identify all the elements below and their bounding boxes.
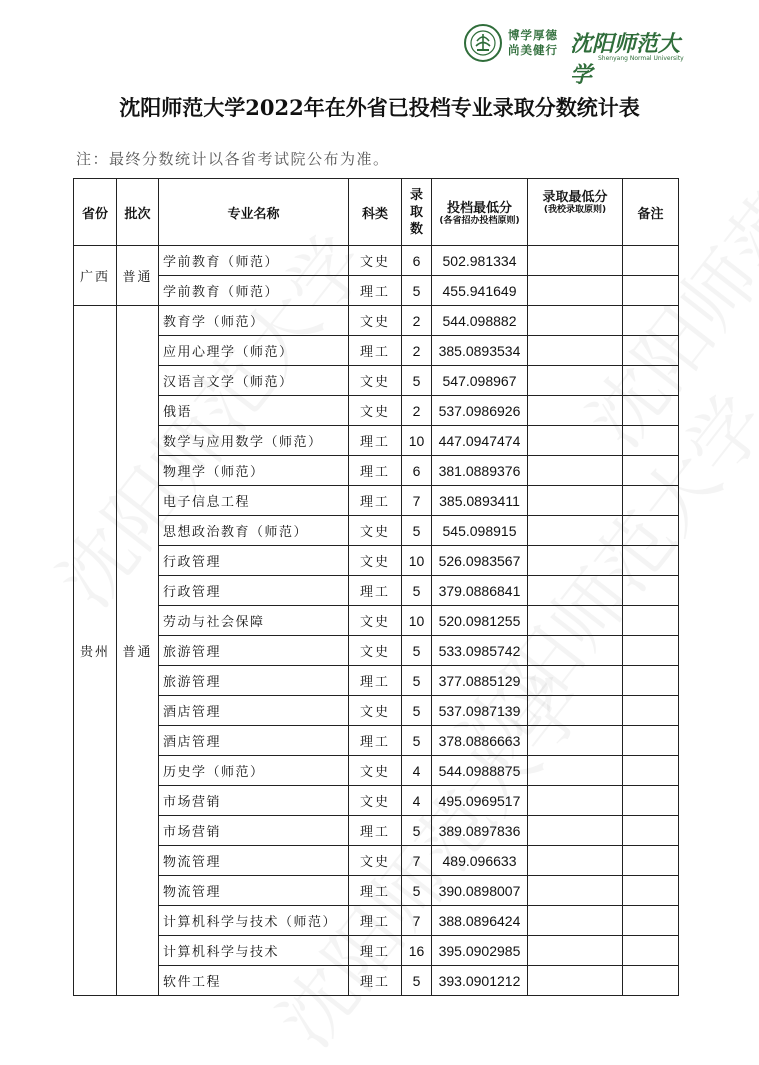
remark-cell xyxy=(623,816,679,846)
major-cell: 物理学（师范） xyxy=(159,456,349,486)
subject-cell: 文史 xyxy=(349,396,402,426)
school-min-cell xyxy=(528,876,623,906)
remark-cell xyxy=(623,606,679,636)
school-min-cell xyxy=(528,756,623,786)
school-min-cell xyxy=(528,666,623,696)
remark-cell xyxy=(623,966,679,996)
subject-cell: 理工 xyxy=(349,876,402,906)
remark-cell xyxy=(623,876,679,906)
count-cell: 5 xyxy=(402,666,432,696)
min-score-cell: 547.098967 xyxy=(432,366,528,396)
table-row xyxy=(74,396,679,426)
major-cell: 电子信息工程 xyxy=(159,486,349,516)
major-cell: 教育学（师范） xyxy=(159,306,349,336)
table-row xyxy=(74,426,679,456)
remark-cell xyxy=(623,246,679,276)
count-cell: 7 xyxy=(402,486,432,516)
subject-cell: 文史 xyxy=(349,756,402,786)
min-score-cell: 385.0893534 xyxy=(432,336,528,366)
remark-cell xyxy=(623,906,679,936)
table-body xyxy=(74,246,679,996)
province-cell: 广西 xyxy=(74,246,117,306)
header-remark: 备注 xyxy=(623,179,679,246)
count-cell: 5 xyxy=(402,726,432,756)
major-cell: 软件工程 xyxy=(159,966,349,996)
subject-cell: 文史 xyxy=(349,246,402,276)
table-row xyxy=(74,936,679,966)
university-name: 沈阳师范大学 xyxy=(570,31,681,88)
header-min-score xyxy=(432,179,528,246)
subject-cell: 文史 xyxy=(349,696,402,726)
subject-cell: 文史 xyxy=(349,636,402,666)
major-cell: 行政管理 xyxy=(159,546,349,576)
header-subject: 科类 xyxy=(349,179,402,246)
admission-score-table xyxy=(73,178,679,996)
major-cell: 旅游管理 xyxy=(159,666,349,696)
count-cell: 2 xyxy=(402,396,432,426)
count-cell: 5 xyxy=(402,516,432,546)
major-cell: 数学与应用数学（师范） xyxy=(159,426,349,456)
header-school-min xyxy=(528,179,623,246)
min-score-cell: 393.0901212 xyxy=(432,966,528,996)
count-cell: 5 xyxy=(402,276,432,306)
subject-cell: 理工 xyxy=(349,276,402,306)
min-score-cell: 537.0987139 xyxy=(432,696,528,726)
table-row xyxy=(74,546,679,576)
table-row xyxy=(74,576,679,606)
subject-cell: 文史 xyxy=(349,546,402,576)
school-min-cell xyxy=(528,786,623,816)
school-min-cell xyxy=(528,906,623,936)
table-row xyxy=(74,456,679,486)
min-score-cell: 537.0986926 xyxy=(432,396,528,426)
min-score-cell: 495.0969517 xyxy=(432,786,528,816)
remark-cell xyxy=(623,936,679,966)
school-min-cell xyxy=(528,426,623,456)
major-cell: 学前教育（师范） xyxy=(159,246,349,276)
header-batch: 批次 xyxy=(117,179,159,246)
min-score-cell: 526.0983567 xyxy=(432,546,528,576)
subject-cell: 理工 xyxy=(349,966,402,996)
subject-cell: 文史 xyxy=(349,846,402,876)
min-score-cell: 379.0886841 xyxy=(432,576,528,606)
count-cell: 7 xyxy=(402,846,432,876)
table-row xyxy=(74,516,679,546)
subject-cell: 理工 xyxy=(349,486,402,516)
subject-cell: 理工 xyxy=(349,456,402,486)
school-min-cell xyxy=(528,336,623,366)
major-cell: 历史学（师范） xyxy=(159,756,349,786)
min-score-cell: 381.0889376 xyxy=(432,456,528,486)
university-seal-icon xyxy=(464,24,502,62)
header-major: 专业名称 xyxy=(159,179,349,246)
school-min-cell xyxy=(528,396,623,426)
min-score-cell: 378.0886663 xyxy=(432,726,528,756)
min-score-cell: 388.0896424 xyxy=(432,906,528,936)
subject-cell: 理工 xyxy=(349,726,402,756)
subject-cell: 理工 xyxy=(349,666,402,696)
subject-cell: 文史 xyxy=(349,606,402,636)
major-cell: 学前教育（师范） xyxy=(159,276,349,306)
subject-cell: 理工 xyxy=(349,576,402,606)
subject-cell: 理工 xyxy=(349,816,402,846)
subject-cell: 文史 xyxy=(349,306,402,336)
subject-cell: 文史 xyxy=(349,366,402,396)
table-row xyxy=(74,966,679,996)
remark-cell xyxy=(623,846,679,876)
subject-cell: 文史 xyxy=(349,786,402,816)
count-cell: 6 xyxy=(402,246,432,276)
count-cell: 10 xyxy=(402,546,432,576)
remark-cell xyxy=(623,696,679,726)
count-cell: 2 xyxy=(402,306,432,336)
min-score-cell: 533.0985742 xyxy=(432,636,528,666)
school-min-cell xyxy=(528,606,623,636)
remark-cell xyxy=(623,396,679,426)
province-cell: 贵州 xyxy=(74,306,117,996)
remark-cell xyxy=(623,756,679,786)
major-cell: 行政管理 xyxy=(159,576,349,606)
min-score-cell: 390.0898007 xyxy=(432,876,528,906)
remark-cell xyxy=(623,516,679,546)
min-score-cell: 545.098915 xyxy=(432,516,528,546)
min-score-cell: 489.096633 xyxy=(432,846,528,876)
remark-cell xyxy=(623,336,679,366)
table-row xyxy=(74,756,679,786)
note-text: 注：最终分数统计以各省考试院公布为准。 xyxy=(76,150,390,168)
table-row xyxy=(74,486,679,516)
table-row xyxy=(74,876,679,906)
count-cell: 5 xyxy=(402,576,432,606)
major-cell: 市场营销 xyxy=(159,786,349,816)
header-count-text: 录取数 xyxy=(409,187,423,237)
university-english-name: Shenyang Normal University xyxy=(598,55,684,62)
min-score-cell: 395.0902985 xyxy=(432,936,528,966)
school-min-cell xyxy=(528,636,623,666)
count-cell: 10 xyxy=(402,426,432,456)
remark-cell xyxy=(623,306,679,336)
school-min-cell xyxy=(528,456,623,486)
school-min-cell xyxy=(528,576,623,606)
count-cell: 5 xyxy=(402,366,432,396)
major-cell: 物流管理 xyxy=(159,876,349,906)
school-min-cell xyxy=(528,936,623,966)
table-row xyxy=(74,276,679,306)
min-score-cell: 455.941649 xyxy=(432,276,528,306)
min-score-cell: 544.0988875 xyxy=(432,756,528,786)
count-cell: 4 xyxy=(402,756,432,786)
major-cell: 思想政治教育（师范） xyxy=(159,516,349,546)
count-cell: 5 xyxy=(402,816,432,846)
header-school-min-sub: (我校录取原则) xyxy=(543,205,607,215)
school-min-cell xyxy=(528,516,623,546)
remark-cell xyxy=(623,546,679,576)
count-cell: 6 xyxy=(402,456,432,486)
subject-cell: 文史 xyxy=(349,516,402,546)
remark-cell xyxy=(623,576,679,606)
min-score-cell: 377.0885129 xyxy=(432,666,528,696)
school-min-cell xyxy=(528,546,623,576)
major-cell: 应用心理学（师范） xyxy=(159,336,349,366)
major-cell: 物流管理 xyxy=(159,846,349,876)
min-score-cell: 389.0897836 xyxy=(432,816,528,846)
remark-cell xyxy=(623,486,679,516)
remark-cell xyxy=(623,726,679,756)
min-score-cell: 385.0893411 xyxy=(432,486,528,516)
school-min-cell xyxy=(528,276,623,306)
major-cell: 俄语 xyxy=(159,396,349,426)
table-row xyxy=(74,816,679,846)
school-min-cell xyxy=(528,966,623,996)
school-min-cell xyxy=(528,816,623,846)
remark-cell xyxy=(623,786,679,816)
table-row xyxy=(74,906,679,936)
remark-cell xyxy=(623,426,679,456)
remark-cell xyxy=(623,366,679,396)
table-row xyxy=(74,846,679,876)
table-row xyxy=(74,306,679,336)
table-header-row xyxy=(74,179,679,246)
major-cell: 计算机科学与技术 xyxy=(159,936,349,966)
count-cell: 7 xyxy=(402,906,432,936)
school-min-cell xyxy=(528,696,623,726)
header-min-score-main: 投档最低分 xyxy=(446,201,512,216)
count-cell: 5 xyxy=(402,696,432,726)
school-min-cell xyxy=(528,726,623,756)
count-cell: 5 xyxy=(402,966,432,996)
major-cell: 计算机科学与技术（师范） xyxy=(159,906,349,936)
header-min-score-sub: (各省招办投档原则) xyxy=(439,216,520,226)
min-score-cell: 544.098882 xyxy=(432,306,528,336)
min-score-cell: 447.0947474 xyxy=(432,426,528,456)
major-cell: 旅游管理 xyxy=(159,636,349,666)
table-row xyxy=(74,786,679,816)
major-cell: 市场营销 xyxy=(159,816,349,846)
university-motto xyxy=(508,28,566,58)
remark-cell xyxy=(623,456,679,486)
major-cell: 酒店管理 xyxy=(159,726,349,756)
subject-cell: 理工 xyxy=(349,426,402,456)
school-min-cell xyxy=(528,306,623,336)
table-row xyxy=(74,636,679,666)
remark-cell xyxy=(623,276,679,306)
table-row xyxy=(74,726,679,756)
page-title: 沈阳师范大学2022年在外省已投档专业录取分数统计表 xyxy=(119,95,640,120)
major-cell: 汉语言文学（师范） xyxy=(159,366,349,396)
school-min-cell xyxy=(528,246,623,276)
table-row xyxy=(74,606,679,636)
school-min-cell xyxy=(528,846,623,876)
remark-cell xyxy=(623,636,679,666)
table-row xyxy=(74,336,679,366)
count-cell: 5 xyxy=(402,876,432,906)
header-province: 省份 xyxy=(74,179,117,246)
header-school-min-main: 录取最低分 xyxy=(542,190,608,205)
count-cell: 16 xyxy=(402,936,432,966)
school-min-cell xyxy=(528,366,623,396)
count-cell: 5 xyxy=(402,636,432,666)
major-cell: 劳动与社会保障 xyxy=(159,606,349,636)
university-logo xyxy=(462,24,692,88)
table-row xyxy=(74,366,679,396)
school-min-cell xyxy=(528,486,623,516)
motto-line-1: 博学厚德 xyxy=(508,28,558,42)
subject-cell: 理工 xyxy=(349,936,402,966)
header-count xyxy=(402,179,432,246)
min-score-cell: 502.981334 xyxy=(432,246,528,276)
table-row xyxy=(74,246,679,276)
subject-cell: 理工 xyxy=(349,906,402,936)
subject-cell: 理工 xyxy=(349,336,402,366)
count-cell: 2 xyxy=(402,336,432,366)
count-cell: 4 xyxy=(402,786,432,816)
motto-line-2: 尚美健行 xyxy=(508,43,558,57)
major-cell: 酒店管理 xyxy=(159,696,349,726)
table-row xyxy=(74,696,679,726)
min-score-cell: 520.0981255 xyxy=(432,606,528,636)
table-row xyxy=(74,666,679,696)
count-cell: 10 xyxy=(402,606,432,636)
batch-cell: 普通 xyxy=(117,246,159,306)
batch-cell: 普通 xyxy=(117,306,159,996)
remark-cell xyxy=(623,666,679,696)
